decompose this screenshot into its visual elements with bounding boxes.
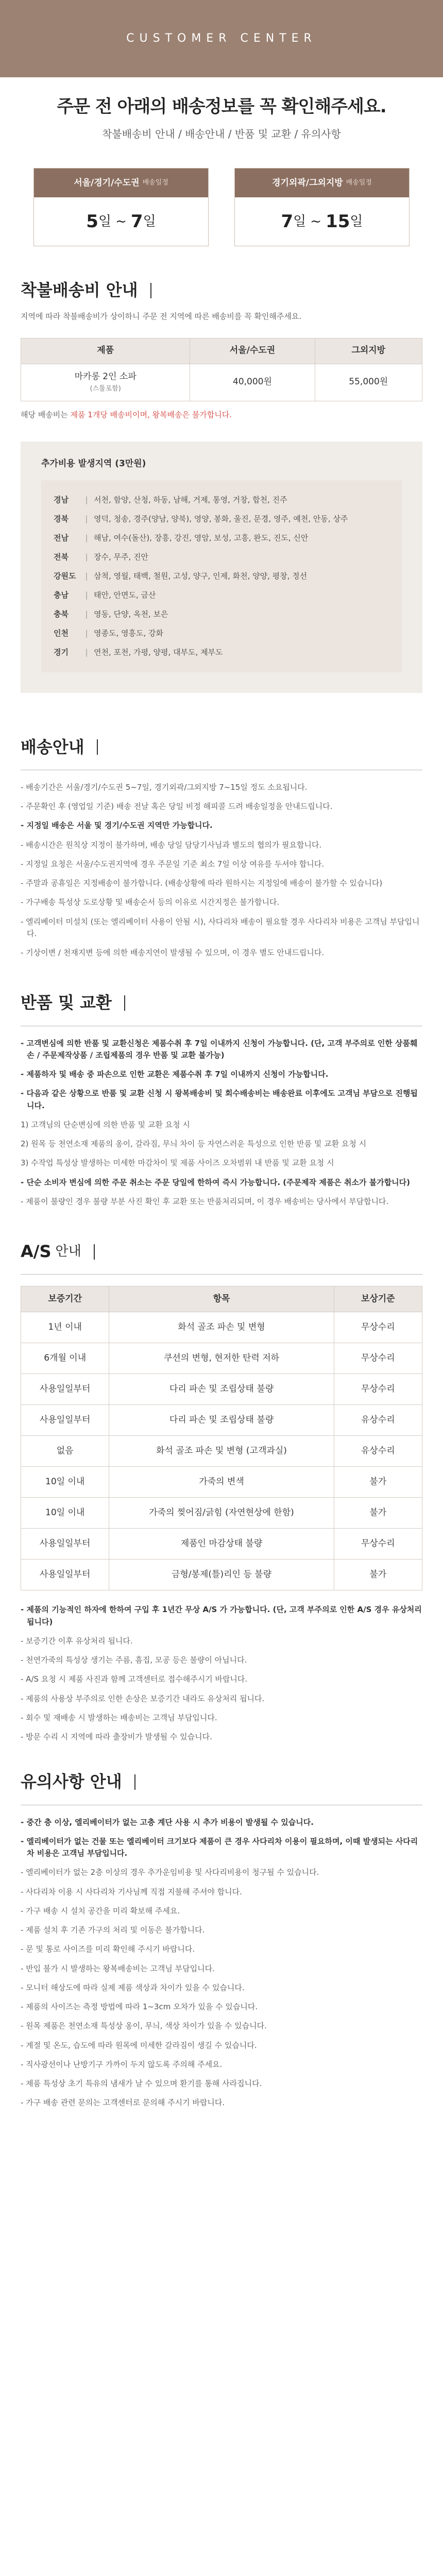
region-areas: 연천, 포천, 가평, 양평, 대부도, 제부도: [94, 648, 223, 657]
table-row: [21, 364, 422, 401]
as-col-period: 보증기간: [21, 1286, 109, 1312]
period-to: 7: [130, 211, 143, 232]
list-item: - 회수 및 재배송 시 발생하는 배송비는 고객님 부담입니다.: [21, 1713, 217, 1722]
region-areas: 서천, 함양, 산청, 하동, 남해, 거제, 통영, 거창, 합천, 진주: [94, 495, 287, 505]
divider: [21, 1274, 422, 1275]
list-item: - 배송시간은 원칙상 지정이 불가하며, 배송 당일 담당기사님과 별도의 협의가 필요합니다.: [21, 840, 322, 850]
region-row: [54, 548, 389, 567]
list-item: - 중간 층 이상, 엘리베이터가 없는 고층 계단 사용 시 추가 비용이 발생될 수 있습니다.: [21, 1817, 314, 1827]
as-cell: 6개월 이내: [21, 1343, 109, 1374]
as-cell: 금형/봉제(틀)리인 등 불량: [109, 1560, 334, 1590]
period-card-tag: 배송일정: [142, 178, 168, 187]
list-item: - 방문 수리 시 지역에 따라 출장비가 발생될 수 있습니다.: [21, 1732, 212, 1742]
intro: [0, 77, 443, 142]
region-name: 충남: [54, 590, 69, 600]
region-list: [41, 480, 402, 672]
delivery-section: [0, 734, 443, 959]
region-name: 경남: [54, 495, 69, 505]
returns-list: [21, 1038, 422, 1208]
cod-price-metro: 40,000원: [190, 364, 315, 401]
as-cell: 가죽의 변색: [109, 1467, 334, 1498]
as-list: [21, 1604, 422, 1743]
list-item: - 엘리베이터가 없는 2층 이상의 경우 추가운임비용 및 사다리비용이 청구될 수 있습니다.: [21, 1868, 319, 1877]
list-item: - 천연가죽의 특성상 생기는 주름, 흠집, 모공 등은 불량이 아닙니다.: [21, 1655, 247, 1665]
period-sep: ~: [115, 213, 127, 229]
as-cell: 10일 이내: [21, 1498, 109, 1529]
list-item: - 단순 소비자 변심에 의한 주문 취소는 주문 당일에 한하여 즉시 가능합니다. (주문제작 제품은 취소가 불가합니다): [21, 1177, 411, 1187]
as-cell: 가죽의 찢어짐/긁힘 (자연현상에 한함): [109, 1498, 334, 1529]
list-item: 2) 원목 등 천연소재 제품의 옹이, 갈라짐, 무늬 차이 등 자연스러운 특성으로 인한 반품 및 교환 요청 시: [21, 1139, 367, 1149]
list-item: - 배송기간은 서울/경기/수도권 5~7일, 경기외곽/그외지방 7~15일 정도 소요됩니다.: [21, 782, 308, 792]
table-row: [21, 1560, 422, 1590]
returns-title: 반품 및 교환: [21, 990, 422, 1016]
region-name: 충북: [54, 609, 69, 619]
list-item: - 사다리차 이용 시 사다리차 기사님께 직접 지불해 주셔야 합니다.: [21, 1887, 242, 1896]
period-unit: 일: [98, 213, 112, 229]
cod-col-other: 그외지방: [315, 338, 422, 364]
region-sep: |: [85, 648, 88, 657]
intro-title: 주문 전 아래의 배송정보를 꼭 확인해주세요.: [57, 96, 386, 117]
list-item: - 가구배송 특성상 도로상황 및 배송순서 등의 이유로 시간지정은 불가합니다.: [21, 897, 280, 907]
region-row: [54, 624, 389, 643]
period-card-tag: 배송일정: [346, 178, 372, 187]
as-cell: 사용일일부터: [21, 1374, 109, 1405]
list-item: - 제품하자 및 배송 중 파손으로 인한 교환은 제품수취 후 7일 이내까지 신청이 가능합니다.: [21, 1070, 329, 1079]
list-item: - 원목 제품은 천연소재 특성상 옹이, 무늬, 색상 차이가 있을 수 있습니다.: [21, 2021, 267, 2031]
period-card-label: 서울/경기/수도권: [74, 177, 140, 188]
as-cell: 불가: [334, 1498, 422, 1529]
table-row: [21, 1467, 422, 1498]
period-card-label: 경기외곽/그외지방: [272, 177, 343, 188]
region-areas: 영동, 단양, 옥천, 보은: [94, 609, 168, 619]
as-rows: [21, 1312, 422, 1590]
period-card-other: [234, 168, 410, 246]
as-cell: 무상수리: [334, 1529, 422, 1560]
region-row: [54, 529, 389, 548]
as-cell: 유상수리: [334, 1436, 422, 1467]
region-sep: |: [85, 552, 88, 562]
caution-list: [21, 1817, 422, 2109]
table-row: [21, 1405, 422, 1436]
as-cell: 무상수리: [334, 1343, 422, 1374]
region-name: 강원도: [54, 571, 76, 581]
list-item: - 엘리베이터가 없는 건물 또는 엘리베이터 크기보다 제품이 큰 경우 사다리차 이용이 필요하며, 이때 발생되는 사다리차 비용은 고객님 부담입니다.: [21, 1836, 418, 1858]
region-sep: |: [85, 609, 88, 619]
extra-cost-regions: [21, 442, 422, 693]
region-name: 인천: [54, 629, 69, 638]
period-card-header: [34, 168, 208, 197]
list-item: - 모니터 해상도에 따라 실제 제품 색상과 차이가 있을 수 있습니다.: [21, 1982, 245, 1992]
region-row: [54, 490, 389, 510]
list-item: - 고객변심에 의한 반품 및 교환신청은 제품수취 후 7일 이내까지 신청이 가능합니다. (단, 고객 부주의로 인한 상품훼손 / 주문제작상품 / 조립제품의 경우 반품 및 교환 불가능): [21, 1038, 418, 1060]
list-item: - 직사광선이나 난방기구 가까이 두지 않도록 주의해 주세요.: [21, 2059, 223, 2069]
list-item: - 엘리베이터 미설치 (또는 엘리베이터 사용이 안될 시), 사다리차 배송이 필요할 경우 사다리차 비용은 고객님 부담입니다.: [21, 917, 420, 938]
as-table: [21, 1286, 422, 1590]
hero-banner: [0, 0, 443, 77]
region-areas: 태안, 안면도, 금산: [94, 590, 156, 600]
list-item: - 지정일 요청은 서울/수도권지역에 경우 주문일 기준 최소 7일 이상 여유를 두셔야 합니다.: [21, 859, 325, 869]
cod-col-product: 제품: [21, 338, 190, 364]
as-cell: 사용일일부터: [21, 1405, 109, 1436]
list-item: - 제품의 사용상 부주의로 인한 손상은 보증기간 내라도 유상처리 됩니다.: [21, 1693, 265, 1703]
cod-section: [0, 277, 443, 692]
list-item: 3) 수작업 특성상 발생하는 미세한 마감차이 및 제품 사이즈 오차범위 내 반품 및 교환 요청 시: [21, 1158, 334, 1168]
list-item: - 제품 설치 후 기존 가구의 처리 및 이동은 불가합니다.: [21, 1925, 205, 1935]
table-row: [21, 1343, 422, 1374]
list-item: - 제품 특성상 초기 특유의 냄새가 날 수 있으며 환기를 통해 사라집니다.: [21, 2079, 262, 2089]
list-item: - A/S 요청 시 제품 사진과 함께 고객센터로 접수해주시기 바랍니다.: [21, 1674, 248, 1684]
list-item: - 주말과 공휴일은 지정배송이 불가합니다. (배송상황에 따라 원하시는 지정일에 배송이 불가할 수 있습니다): [21, 878, 383, 888]
region-sep: |: [85, 514, 88, 524]
as-title: A/S 안내: [21, 1239, 422, 1265]
cod-table: [21, 338, 422, 401]
as-col-standard: 보상기준: [334, 1286, 422, 1312]
region-sep: |: [85, 629, 88, 638]
table-row: [21, 1529, 422, 1560]
as-cell: 다리 파손 및 조립상태 불량: [109, 1405, 334, 1436]
list-item: - 기상이변 / 천재지변 등에 의한 배송지연이 발생될 수 있으며, 이 경우 별도 안내드립니다.: [21, 948, 325, 958]
list-item: - 제품이 불량인 경우 불량 부분 사진 확인 후 교환 또는 반품처리되며, 이 경우 배송비는 당사에서 부담합니다.: [21, 1196, 389, 1206]
list-item: - 지정일 배송은 서울 및 경기/수도권 지역만 가능합니다.: [21, 821, 213, 831]
list-item: - 주문확인 후 (영업일 기준) 배송 전날 혹은 당일 비정 해피콜 드려 배송일정을 안내드립니다.: [21, 802, 333, 811]
region-row: [54, 643, 389, 662]
list-item: - 가구 배송 시 설치 공간을 미리 확보해 주세요.: [21, 1906, 180, 1916]
as-cell: 화석 골조 파손 및 변형 (고객과실): [109, 1436, 334, 1467]
list-item: - 문 및 통로 사이즈를 미리 확인해 주시기 바랍니다.: [21, 1944, 195, 1954]
caution-section: [0, 1769, 443, 2109]
region-sep: |: [85, 571, 88, 581]
period-card-metro: [33, 168, 209, 246]
returns-section: [0, 990, 443, 1208]
delivery-list: [21, 782, 422, 959]
as-cell: 유상수리: [334, 1405, 422, 1436]
period-from: 7: [281, 211, 294, 232]
period-card-value: [235, 197, 409, 246]
region-row: [54, 605, 389, 624]
list-item: - 제품의 기능적인 하자에 한하여 구입 후 1년간 무상 A/S 가 가능합니다. (단, 고객 부주의로 인한 A/S 경우 유상처리 됩니다): [21, 1605, 422, 1626]
period-to: 15: [326, 211, 350, 232]
table-row: [21, 1436, 422, 1467]
as-cell: 10일 이내: [21, 1467, 109, 1498]
region-sep: |: [85, 590, 88, 600]
region-row: [54, 586, 389, 605]
hero-title: CUSTOMER CENTER: [126, 32, 317, 45]
delivery-period-cards: [0, 168, 443, 246]
period-card-value: [34, 197, 208, 246]
region-name: 전북: [54, 552, 69, 562]
as-cell: 무상수리: [334, 1312, 422, 1343]
period-unit: 일: [143, 213, 156, 229]
as-cell: 다리 파손 및 조립상태 불량: [109, 1374, 334, 1405]
as-cell: 제품인 마감상태 불량: [109, 1529, 334, 1560]
as-cell: 사용일일부터: [21, 1529, 109, 1560]
list-item: - 제품의 사이즈는 측정 방법에 따라 1~3cm 오차가 있을 수 있습니다.: [21, 2002, 258, 2012]
region-areas: 영덕, 청송, 경주(양남, 양북), 영양, 봉화, 울진, 문경, 영주, 예천, 안동, 상주: [94, 514, 348, 524]
region-row: [54, 567, 389, 586]
list-item: - 계절 및 온도, 습도에 따라 원목에 미세한 갈라짐이 생길 수 있습니다.: [21, 2040, 257, 2050]
cod-product: 마카롱 2인 소파: [74, 371, 137, 382]
list-item: - 반입 불가 시 발생하는 왕복배송비는 고객님 부담입니다.: [21, 1963, 215, 1973]
period-from: 5: [86, 211, 98, 232]
cod-note: 해당 배송비는 제품 1개당 배송비이며, 왕복배송은 불가합니다.: [21, 410, 232, 419]
delivery-title: 배송안내: [21, 734, 422, 760]
as-cell: 1년 이내: [21, 1312, 109, 1343]
region-name: 전남: [54, 533, 69, 543]
as-cell: 무상수리: [334, 1374, 422, 1405]
region-name: 경기: [54, 648, 69, 657]
as-cell: 쿠션의 변형, 현저한 탄력 저하: [109, 1343, 334, 1374]
list-item: - 다음과 같은 상황으로 반품 및 교환 신청 시 왕복배송비 및 회수배송비는 배송완료 이후에도 고객님 부담으로 진행됩니다.: [21, 1089, 418, 1110]
region-sep: |: [85, 495, 88, 505]
table-row: [21, 1312, 422, 1343]
region-title: 추가비용 발생지역 (3만원): [41, 458, 146, 469]
period-card-header: [235, 168, 409, 197]
period-unit: 일: [293, 213, 306, 229]
region-sep: |: [85, 533, 88, 543]
cod-col-metro: 서울/수도권: [190, 338, 315, 364]
region-areas: 해남, 여수(돌산), 장흥, 강진, 영암, 보성, 고흥, 완도, 진도, 신안: [94, 533, 309, 543]
caution-title: 유의사항 안내: [21, 1769, 422, 1795]
list-item: 1) 고객님의 단순변심에 의한 반품 및 교환 요청 시: [21, 1120, 190, 1129]
list-item: - 가구 배송 관련 문의는 고객센터로 문의해 주시기 바랍니다.: [21, 2098, 225, 2108]
region-areas: 장수, 무주, 진안: [94, 552, 149, 562]
region-areas: 삼척, 영월, 태백, 철원, 고성, 양구, 인제, 화천, 양양, 평창, 정선: [94, 571, 308, 581]
as-col-item: 항목: [109, 1286, 334, 1312]
period-sep: ~: [310, 213, 322, 229]
as-section: [0, 1239, 443, 1743]
intro-subtitle: 착불배송비 안내 / 배송안내 / 반품 및 교환 / 유의사항: [102, 128, 341, 141]
cod-product-sub: (스툴포함): [90, 385, 121, 393]
as-cell: 사용일일부터: [21, 1560, 109, 1590]
region-row: [54, 510, 389, 529]
period-unit: 일: [350, 213, 363, 229]
region-areas: 영종도, 영흥도, 강화: [94, 629, 163, 638]
cod-title: 착불배송비 안내: [21, 277, 422, 303]
as-cell: 화석 골조 파손 및 변형: [109, 1312, 334, 1343]
table-row: [21, 1498, 422, 1529]
cod-product-cell: [21, 364, 190, 401]
list-item: - 보증기간 이후 유상처리 됩니다.: [21, 1636, 133, 1646]
region-name: 경북: [54, 514, 69, 524]
as-cell: 없음: [21, 1436, 109, 1467]
as-cell: 불가: [334, 1467, 422, 1498]
table-row: [21, 1374, 422, 1405]
cod-desc: 지역에 따라 착불배송비가 상이하니 주문 전 지역에 따른 배송비를 꼭 확인해주세요.: [21, 311, 302, 321]
as-cell: 불가: [334, 1560, 422, 1590]
cod-price-other: 55,000원: [315, 364, 422, 401]
